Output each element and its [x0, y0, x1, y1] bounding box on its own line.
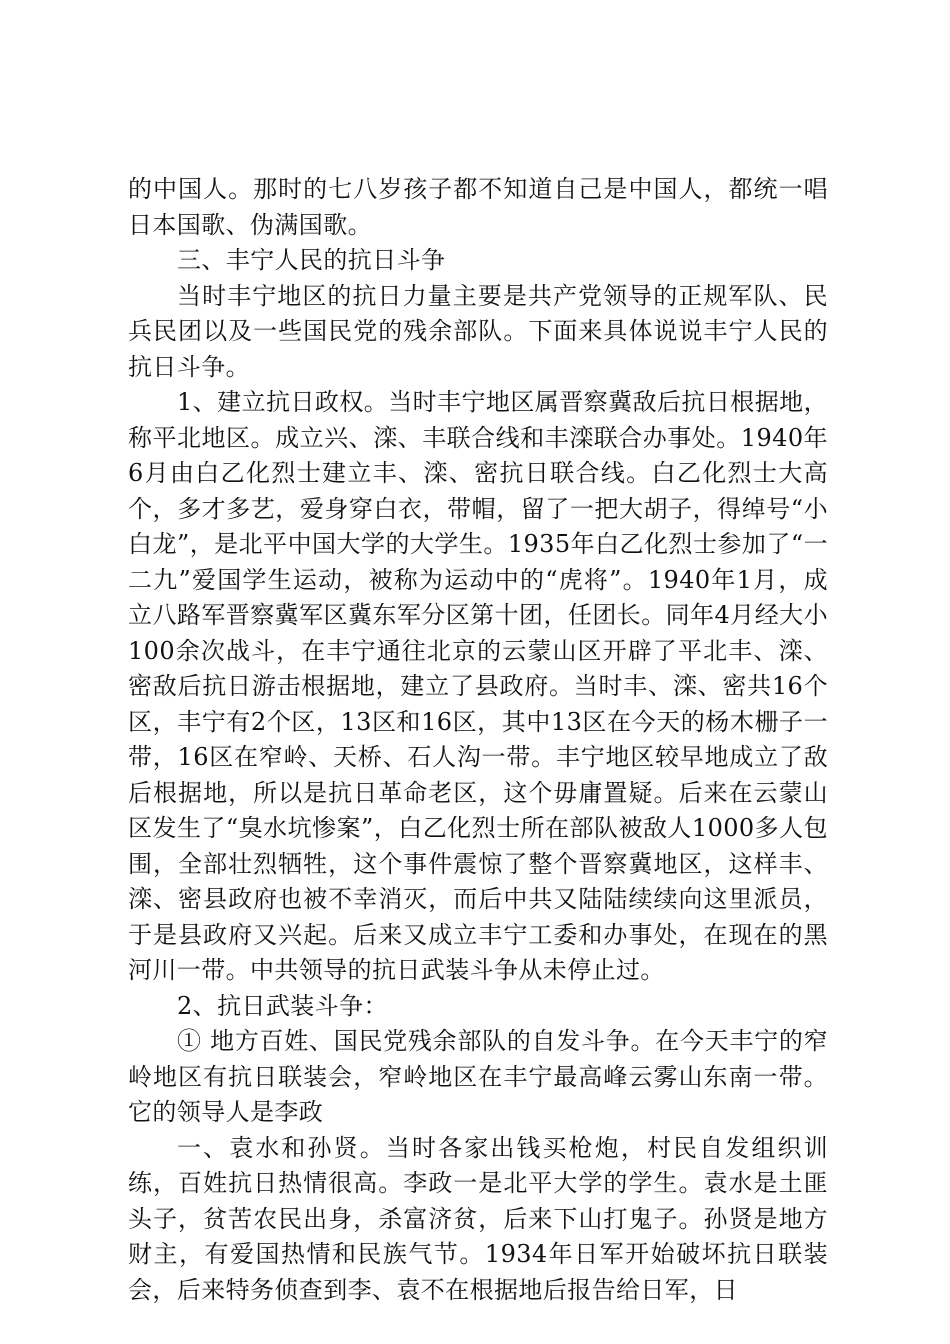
paragraph-spontaneous-struggle: ① 地方百姓、国民党残余部队的自发斗争。在今天丰宁的窄岭地区有抗日联装会，窄岭地区在丰宁最高峰云雾山东南一带。它的领导人是李政 — [128, 1027, 828, 1126]
document-body — [128, 172, 828, 1308]
paragraph-political-power: 1、建立抗日政权。当时丰宁地区属晋察冀敌后抗日根据地，称平北地区。成立兴、滦、丰联合线和丰滦联合办事处。1940年6月由白乙化烈士建立丰、滦、密抗日联合线。白乙化烈士大高个，多才多艺，爱身穿白衣，带帽，留了一把大胡子，得绰号“小白龙”，是北平中国大学的大学生。1935年白乙化烈士参加了“一二九”爱国学生运动，被称为运动中的“虎将”。1940年1月，成立八路军晋察冀军区冀东军分区第十团，任团长。同年4月经大小100余次战斗，在丰宁通往北京的云蒙山区开辟了平北丰、滦、密敌后抗日游击根据地，建立了县政府。当时丰、滦、密共16个区，丰宁有2个区，13区和16区，其中13区在今天的杨木栅子一带，16区在窄岭、天桥、石人沟一带。丰宁地区较早地成立了敌后根据地，所以是抗日革命老区，这个毋庸置疑。后来在云蒙山区发生了“臭水坑惨案”，白乙化烈士所在部队被敌人1000多人包围，全部壮烈牺牲，这个事件震惊了整个晋察冀地区，这样丰、滦、密县政府也被不幸消灭，而后中共又陆陆续续向这里派员，于是县政府又兴起。后来又成立丰宁工委和办事处，在现在的黑河川一带。中共领导的抗日武装斗争从未停止过。 — [128, 388, 828, 984]
paragraph-intro: 当时丰宁地区的抗日力量主要是共产党领导的正规军队、民兵民团以及一些国民党的残余部队。下面来具体说说丰宁人民的抗日斗争。 — [128, 281, 828, 381]
section-heading: 三、丰宁人民的抗日斗争 — [177, 246, 446, 274]
paragraph-continuation: 的中国人。那时的七八岁孩子都不知道自己是中国人，都统一唱日本国歌、伪满国歌。 — [128, 175, 828, 239]
paragraph-leaders: 一、袁水和孙贤。当时各家出钱买枪炮，村民自发组织训练，百姓抗日热情很高。李政一是北平大学的学生。袁水是土匪头子，贫苦农民出身，杀富济贫，后来下山打鬼子。孙贤是地方财主，有爱国热情和民族气节。1934年日军开始破坏抗日联装会，后来特务侦查到李、袁不在根据地后报告给日军，日 — [128, 1133, 828, 1304]
subsection-heading: 2、抗日武装斗争： — [177, 991, 388, 1020]
